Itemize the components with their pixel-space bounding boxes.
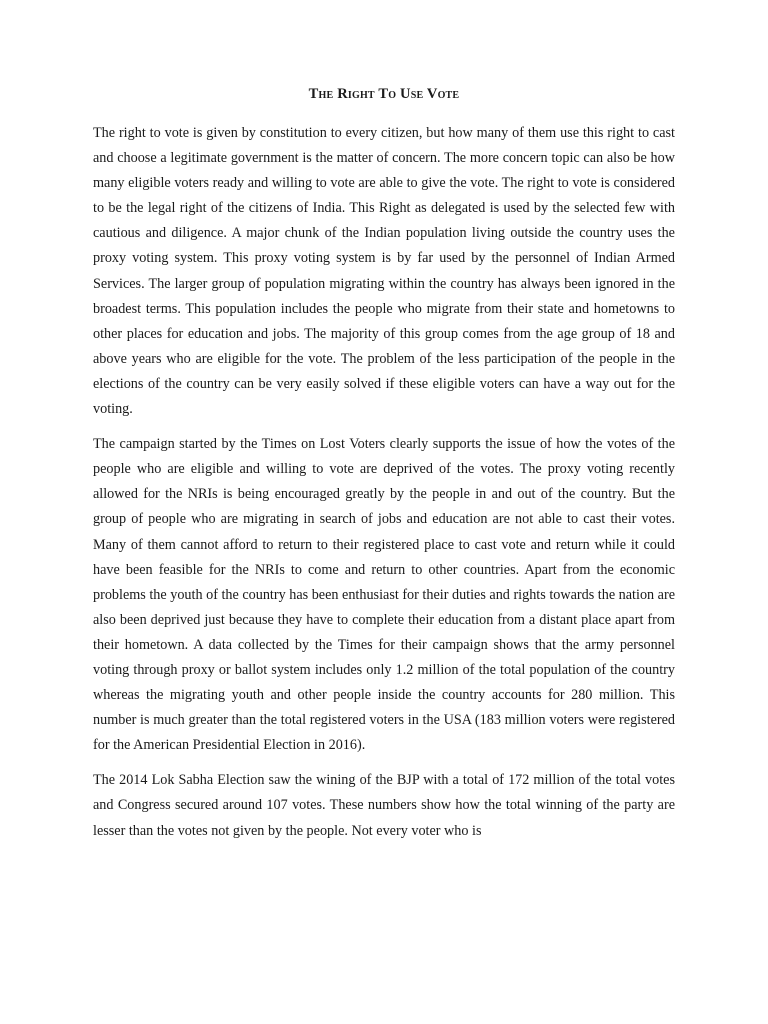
paragraph-1: The right to vote is given by constitution to every citizen, but how many of them use this right to cast and choose a legitimate government is the matter of concern. The more concern topic can also be how many eligible voters ready and willing to vote are able to give the vote. The right to vote is considered to be the legal right of the citizens of India. This Right as delegated is used by the selected few with cautious and diligence. A major chunk of the Indian population living outside the country uses the proxy voting system. This proxy voting system is by far used by the personnel of Indian Armed Services. The larger group of population migrating within the country has always been ignored in the broadest terms. This population includes the people who migrate from their state and hometowns to other places for education and jobs. The majority of this group comes from the age group of 18 and above years who are eligible for the vote. The problem of the less participation of the people in the elections of the country can be very easily solved if these eligible voters can have a way out for the voting. <box>93 125 675 418</box>
document-body <box>93 121 675 854</box>
paragraph-2: The campaign started by the Times on Lost Voters clearly supports the issue of how the votes of the people who are eligible and willing to vote are deprived of the votes. The proxy voting recently allowed for the NRIs is being encouraged greatly by the people in and out of the country. But the group of people who are migrating in search of jobs and education are not able to cast their votes. Many of them cannot afford to return to their registered place to cast vote and return while it could have been feasible for the NRIs to come and return to other countries. Apart from the economic problems the youth of the country has been enthusiast for their duties and rights towards the nation are also been deprived just because they have to complete their education from a distant place apart from their hometown. A data collected by the Times for their campaign shows that the army personnel voting through proxy or ballot system includes only 1.2 million of the total population of the country whereas the migrating youth and other people inside the country accounts for 280 million. This number is much greater than the total registered voters in the USA (183 million voters were registered for the American Presidential Election in 2016). <box>93 436 675 754</box>
document-title: The Right To Use Vote <box>308 86 460 102</box>
paragraph-3: The 2014 Lok Sabha Election saw the wining of the BJP with a total of 172 million of the total votes and Congress secured around 107 votes. These numbers show how the total winning of the party are lesser than the votes not given by the people. Not every voter who is <box>93 772 675 839</box>
